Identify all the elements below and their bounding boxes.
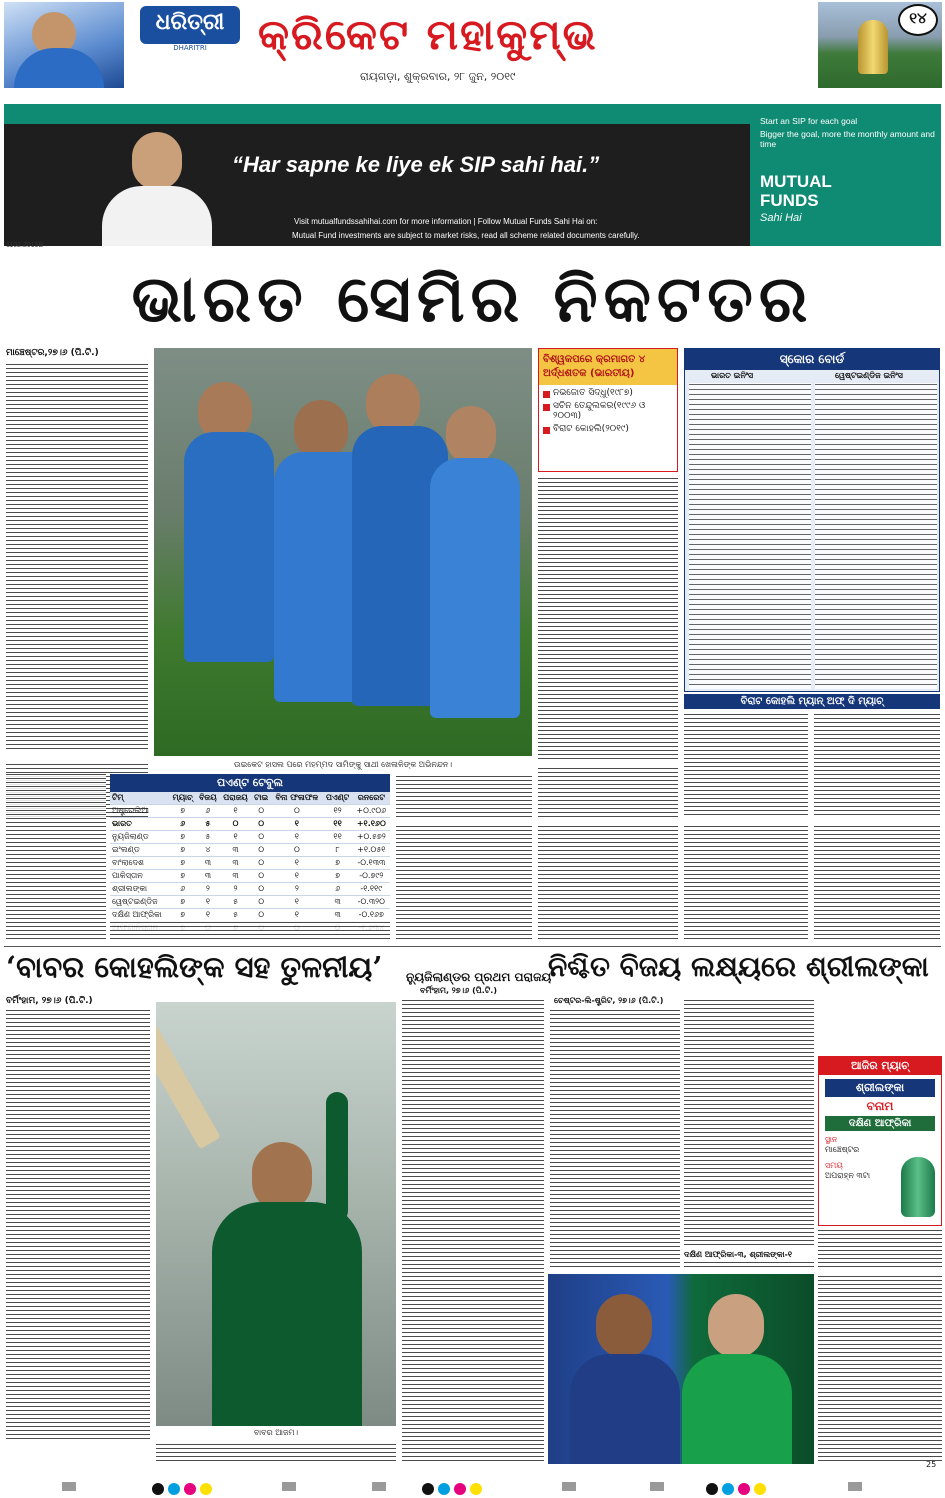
table-cell: ୦ — [251, 831, 271, 844]
scoreboard-right-lines — [815, 383, 937, 689]
points-table-header: ପଏଣ୍ଟ — [323, 792, 353, 805]
table-cell: ୧୨ — [323, 805, 353, 818]
points-table-header: ରନରେଟ — [353, 792, 390, 805]
right-body-col1b — [684, 824, 808, 942]
right-body-col1 — [684, 712, 808, 818]
wc-box-item: ନଭଜୋତ ସିଦ୍ଧୁ(୧୯୮୭) — [543, 388, 673, 398]
points-table-header: ବିନା ଫଳାଫଳ — [271, 792, 322, 805]
points-table-header: ଟାଇ — [251, 792, 271, 805]
table-cell: ୩ — [196, 857, 220, 870]
table-cell: ୦ — [251, 844, 271, 857]
table-cell: ୫ — [196, 831, 220, 844]
table-row — [110, 896, 390, 909]
wc-box-item: ସଚିନ ତେନ୍ଦୁଲକର(୧୯୯୬ ଓ ୨୦୦୩) — [543, 401, 673, 421]
match-today-title: ଆଜିର ମ୍ୟାଚ୍ — [819, 1057, 941, 1075]
sl-body-col2b — [684, 1262, 814, 1270]
team1-name: ଶ୍ରୀଲଙ୍କା — [825, 1079, 935, 1097]
table-cell: ୭ — [169, 831, 196, 844]
table-cell: ୧୧ — [323, 818, 353, 831]
table-cell: ୭ — [169, 909, 196, 922]
table-cell: ନ୍ୟୁଜିଲାଣ୍ଡ — [110, 831, 169, 844]
table-cell: ୦ — [220, 818, 251, 831]
ad-quote: “Har sapne ke liye ek SIP sahi hai.” — [232, 152, 600, 177]
main-headline: ଭାରତ ସେମିର ନିକଟତର — [131, 262, 814, 337]
table-row — [110, 870, 390, 883]
table-cell: -୦.୧୬୭ — [353, 909, 390, 922]
table-cell: ୬ — [169, 818, 196, 831]
babar-photo-caption: ବାବର ଆଜମ। — [253, 1428, 299, 1437]
table-cell: ୧ — [196, 909, 220, 922]
table-cell: ୦ — [251, 909, 271, 922]
table-cell: ୩ — [323, 909, 353, 922]
table-cell: ୩ — [220, 844, 251, 857]
lead-body-col3 — [396, 774, 532, 820]
ad-code: 1102.2019B — [6, 242, 44, 249]
sl-headline: ନିଶ୍ଚିତ ବିଜୟ ଲକ୍ଷ୍ୟରେ ଶ୍ରୀଲଙ୍କା — [548, 950, 929, 983]
sl-body-col1 — [550, 1010, 680, 1270]
table-cell: ୫ — [220, 896, 251, 909]
table-cell: ପାକିସ୍ତାନ — [110, 870, 169, 883]
lead-photo-caption: ଉଇକେଟ ହାସଲ ପରେ ମହମ୍ମଦ ସାମିଙ୍କୁ ସାଥୀ ଖେଳାଳିଙ୍କ ଅଭିନନ୍ଦନ। — [233, 760, 453, 769]
table-cell: ୧ — [271, 870, 322, 883]
table-cell: ୧ — [271, 831, 322, 844]
lead-body-col2b — [538, 766, 678, 820]
table-cell: ୦ — [251, 805, 271, 818]
table-cell: ୭ — [169, 844, 196, 857]
table-cell: -୦.୧୩୩ — [353, 857, 390, 870]
table-cell: ୫ — [196, 818, 220, 831]
captains-photo — [548, 1274, 814, 1464]
section-divider — [4, 946, 941, 947]
table-cell: ୭ — [169, 896, 196, 909]
wc-box-title: ବିଶ୍ୱକପରେ କ୍ରମାଗତ ୪ ଅର୍ଦ୍ଧଶତକ (ଭାରତୀୟ) — [539, 349, 677, 385]
table-cell: ୩ — [220, 870, 251, 883]
table-cell: -୧.୧୧୯ — [353, 883, 390, 896]
table-cell: +୧.୧୬୦ — [353, 818, 390, 831]
babar-body — [6, 1010, 150, 1442]
table-cell: ୨ — [220, 883, 251, 896]
table-cell: +୦.୯୦୬ — [353, 805, 390, 818]
masthead-player-photo — [4, 2, 124, 88]
page-number-footer: 25 — [926, 1460, 937, 1469]
table-cell: ୧ — [196, 896, 220, 909]
table-cell: ୨ — [196, 883, 220, 896]
ad-person-photo — [90, 126, 220, 246]
babar-dateline: ବର୍ମିଂହାମ, ୨୭।୬ (ପି.ଟି.) — [6, 996, 93, 1006]
sl-body-col2 — [684, 1000, 814, 1248]
table-cell: ୧ — [271, 857, 322, 870]
section-title: କ୍ରିକେଟ ମହାକୁମ୍ଭ — [258, 10, 598, 59]
table-cell: ୭ — [323, 857, 353, 870]
table-cell: ୧ — [220, 805, 251, 818]
table-row — [110, 818, 390, 831]
wc-trophy-icon — [901, 1157, 935, 1217]
table-cell: ୧ — [271, 818, 322, 831]
ad-bullets — [760, 116, 936, 149]
scoreboard-left-team: ଭାରତ ଇନିଂସ — [711, 371, 754, 380]
nz-headline: ନ୍ୟୁଜିଲାଣ୍ଡର ପ୍ରଥମ ପରାଜୟ — [406, 970, 552, 984]
table-cell: ୪ — [196, 844, 220, 857]
table-cell: ୨ — [271, 883, 322, 896]
time-label: ସମୟ — [825, 1161, 843, 1170]
bat-icon — [156, 1025, 221, 1150]
right-body-col2b — [814, 824, 940, 942]
table-cell: ୭ — [169, 870, 196, 883]
lead-body-col1 — [6, 362, 148, 752]
table-cell: ବାଂଲାଦେଶ — [110, 857, 169, 870]
ad-bullet: Start an SIP for each goal — [760, 116, 858, 126]
table-cell: ୧ — [271, 909, 322, 922]
ad-disclaimer: Mutual Fund investments are subject to market risks, read all scheme related documents carefully. — [292, 231, 640, 240]
lead-body-col1c — [6, 774, 106, 942]
sl-body-col3 — [818, 1230, 942, 1270]
match-today-box — [818, 1056, 942, 1226]
dharitri-logo: ଧରିତ୍ରୀ DHARITRI — [140, 6, 240, 52]
table-cell: ୧ — [220, 831, 251, 844]
dateline: ରାୟଗଡ଼ା, ଶୁକ୍ରବାର, ୨୮ ଜୁନ, ୨୦୧୯ — [360, 70, 516, 83]
table-cell: ଅଷ୍ଟ୍ରେଲିଆ — [110, 805, 169, 818]
lead-body-wide-bottom — [110, 920, 390, 942]
table-cell: ୧ — [271, 896, 322, 909]
table-cell: ୮ — [323, 844, 353, 857]
table-cell: +୦.୫୭୨ — [353, 831, 390, 844]
wc-half-centuries-box — [538, 348, 678, 472]
points-table — [110, 774, 390, 935]
man-of-match-bar: ବିରାଟ କୋହଲି ମ୍ୟାନ୍ ଅଫ୍ ଦି ମ୍ୟାଚ୍ — [684, 694, 940, 709]
table-cell: ୩ — [196, 870, 220, 883]
sl-dateline: ଚେଷ୍ଟର-ଲି-ଷ୍ଟ୍ରିଟ, ୨୭।୬ (ପି.ଟି.) — [554, 996, 664, 1005]
table-cell: ୦ — [251, 896, 271, 909]
points-table-header: ପରାଜୟ — [220, 792, 251, 805]
table-row — [110, 805, 390, 818]
table-cell: ୩ — [220, 857, 251, 870]
table-cell: ୬ — [196, 805, 220, 818]
mutual-funds-ad[interactable]: “Har sapne ke liye ek SIP sahi hai.” Visit mutualfundssahihai.com for more information | Follow Mutual Funds Sahi Hai on: Mutual Fund investments are subject to market risks, read all scheme related documents carefully. Start an SIP for each goal Bigger the goal, more the monthly amount and time MUTUAL FUNDS Sahi Hai 1102.2019B — [4, 104, 941, 256]
table-row — [110, 844, 390, 857]
scoreboard-left-lines — [689, 383, 811, 689]
table-cell: ଦକ୍ଷିଣ ଆଫ୍ରିକା — [110, 909, 169, 922]
ad-footer-link[interactable]: Visit mutualfundssahihai.com for more information | Follow Mutual Funds Sahi Hai on: — [294, 217, 598, 226]
babar-photo — [156, 1002, 396, 1426]
sl-body-col4 — [818, 1274, 942, 1464]
lead-dateline: ମାଞ୍ଚେଷ୍ଟର,୨୭।୬ (ପି.ଟି.) — [6, 348, 99, 358]
table-cell: ଭାରତ — [110, 818, 169, 831]
table-cell: -୦.୭୯୨ — [353, 870, 390, 883]
time-value: ଅପରାହ୍ନ ୩ଟା — [825, 1171, 871, 1180]
table-cell: ୦ — [251, 857, 271, 870]
table-cell: ୦ — [251, 818, 271, 831]
table-cell: ଇଂଲଣ୍ଡ — [110, 844, 169, 857]
scoreboard — [684, 348, 940, 692]
table-cell: ୬ — [323, 883, 353, 896]
table-cell: ୩ — [323, 896, 353, 909]
logo-subtitle: DHARITRI — [173, 44, 207, 52]
table-row — [110, 857, 390, 870]
table-cell: ୬ — [169, 883, 196, 896]
sl-subhead: ଦକ୍ଷିଣ ଆଫ୍ରିକା-୩, ଶ୍ରୀଲଙ୍କା-୧ — [684, 1250, 793, 1259]
table-cell: ୱେଷ୍ଟଇଣ୍ଡିଜ — [110, 896, 169, 909]
masthead: ଧରିତ୍ରୀ DHARITRI କ୍ରିକେଟ ମହାକୁମ୍ଭ ରାୟଗଡ଼ା, ଶୁକ୍ରବାର, ୨୮ ଜୁନ, ୨୦୧୯ ୧୪ — [0, 0, 945, 100]
lead-body-col3b — [396, 824, 532, 942]
team2-name: ଦକ୍ଷିଣ ଆଫ୍ରିକା — [825, 1116, 935, 1131]
table-cell: ୦ — [271, 844, 322, 857]
lead-body-col2c — [538, 824, 678, 942]
venue-label: ସ୍ଥାନ — [825, 1135, 838, 1144]
table-cell: ୫ — [220, 909, 251, 922]
venue-value: ମାଞ୍ଚେଷ୍ଟର — [825, 1145, 860, 1154]
table-cell: ୭ — [169, 805, 196, 818]
points-table-header: ବିଜୟ — [196, 792, 220, 805]
babar-headline: ‘ବାବର କୋହଲିଙ୍କ ସହ ତୁଳନୀୟ’ — [6, 950, 383, 984]
table-cell: ୦ — [251, 870, 271, 883]
scoreboard-title: ସ୍କୋର ବୋର୍ଡ — [685, 349, 939, 370]
babar-body-bottom — [156, 1442, 396, 1464]
ad-bullet: Bigger the goal, more the monthly amount and time — [760, 129, 935, 149]
table-cell: ୦ — [271, 805, 322, 818]
points-table-title: ପଏଣ୍ଟ ଟେବୁଲ — [110, 774, 390, 792]
points-table-header: ମ୍ୟାଚ୍ — [169, 792, 196, 805]
points-table-grid — [110, 792, 390, 935]
table-row — [110, 883, 390, 896]
table-cell: -୦.୩୨୦ — [353, 896, 390, 909]
nz-dateline: ବର୍ମିଂହାମ, ୨୭।୬ (ପି.ଟି.) — [420, 986, 497, 995]
table-cell: +୧.୦୫୧ — [353, 844, 390, 857]
right-body-col2 — [814, 712, 940, 818]
vs-label: ବନାମ — [866, 1099, 894, 1113]
table-cell: ୧୧ — [323, 831, 353, 844]
table-row — [110, 831, 390, 844]
lead-body-col2 — [538, 478, 678, 762]
scoreboard-right-team: ୱେଷ୍ଟଇଣ୍ଡିଜ ଇନିଂସ — [835, 371, 903, 380]
table-cell: ଶ୍ରୀଲଙ୍କା — [110, 883, 169, 896]
table-cell: ୭ — [323, 870, 353, 883]
lead-photo — [154, 348, 532, 756]
wc-box-item: ବିରାଟ କୋହଲି(୨୦୧୯) — [543, 424, 673, 434]
trophy-icon — [858, 20, 888, 74]
print-registration-strip — [0, 1460, 945, 1498]
points-table-header: ଟିମ୍ — [110, 792, 169, 805]
table-cell: ୭ — [169, 857, 196, 870]
table-cell: ୦ — [251, 883, 271, 896]
nz-body-col1 — [402, 1000, 544, 1464]
